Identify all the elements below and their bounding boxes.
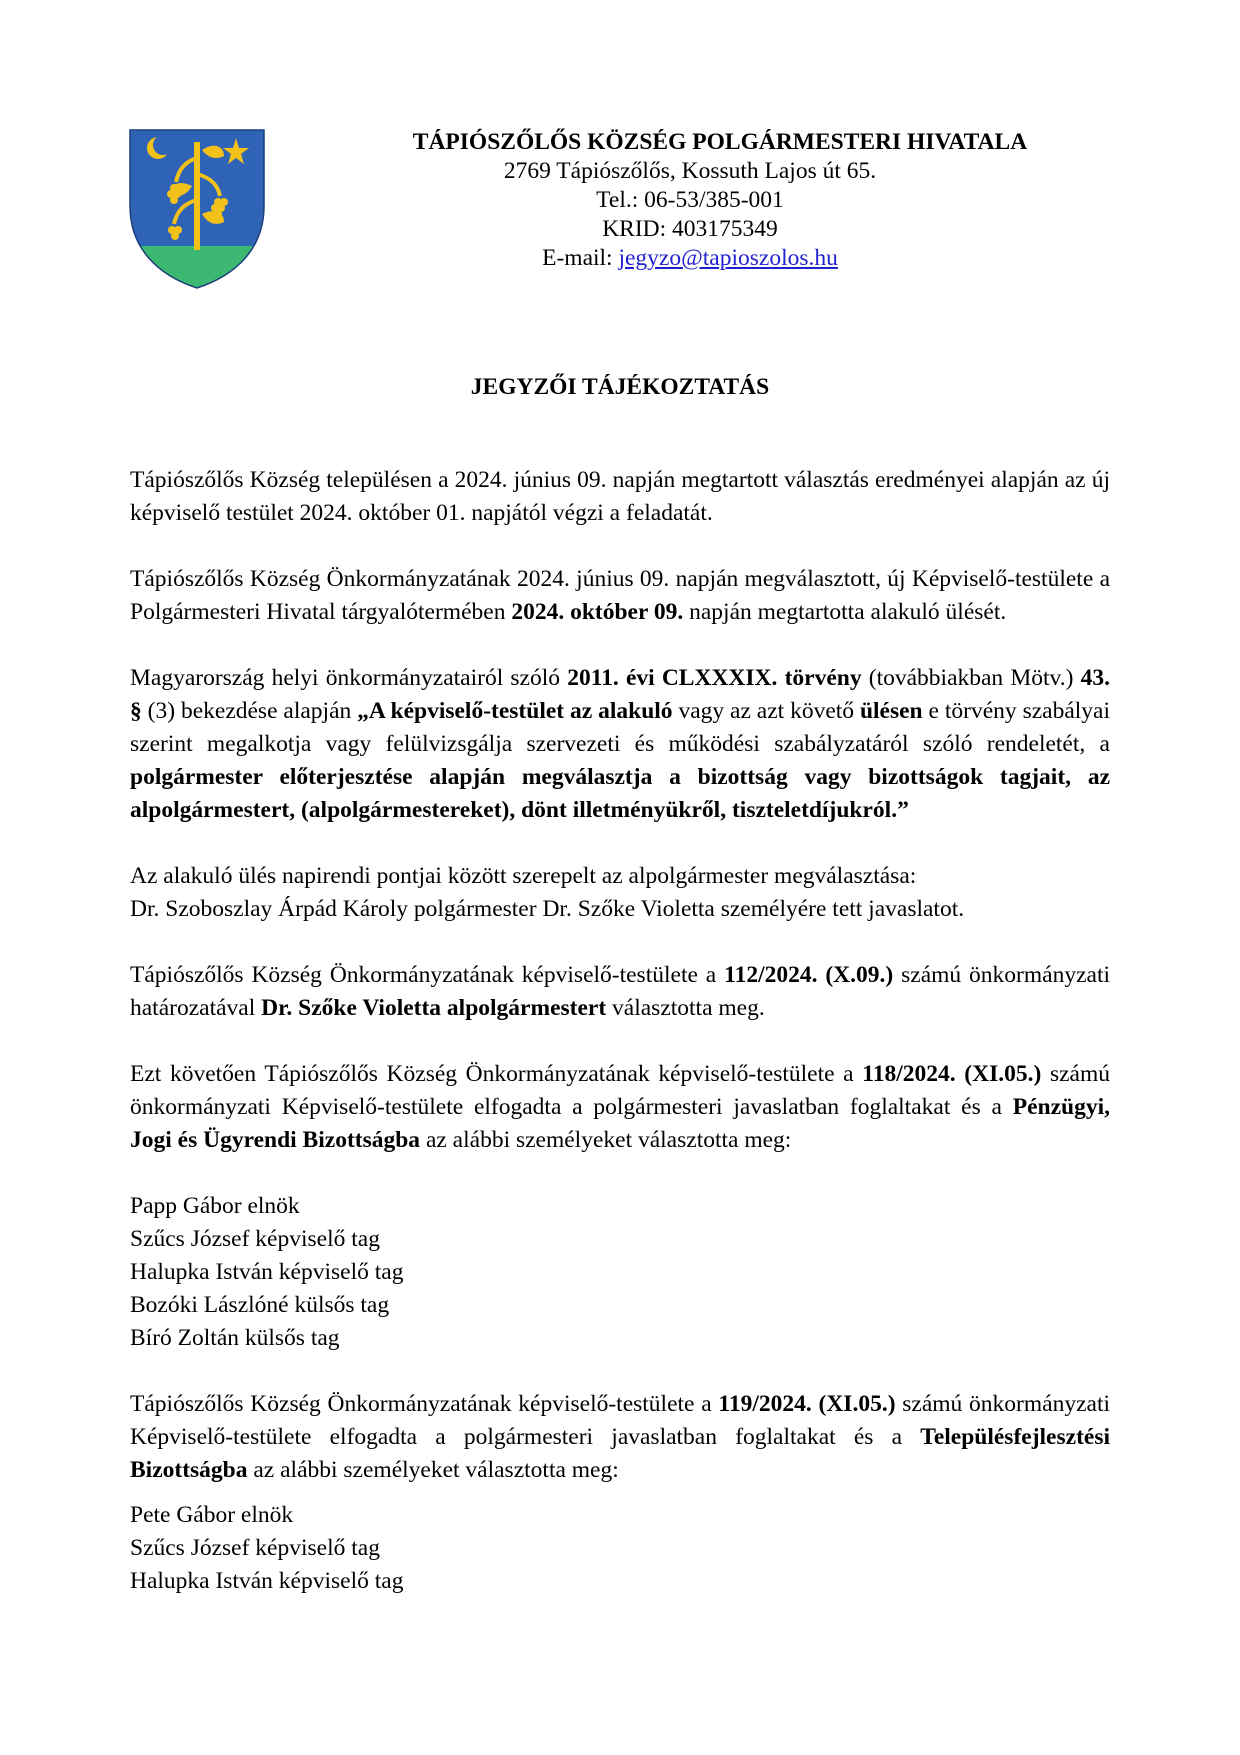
text-span: Tápiószőlős Község Önkormányzatának képviselő-testülete a [130, 962, 725, 988]
address: 2769 Tápiószőlős, Kossuth Lajos út 65. [503, 158, 877, 184]
paragraph-agenda [130, 860, 1110, 926]
list-item: Bozóki Lászlóné külsős tag [130, 1292, 390, 1318]
text-span: választotta meg. [606, 995, 765, 1021]
letterhead [300, 128, 1080, 273]
email-line [300, 244, 1080, 273]
bold-name: Dr. Szőke Violetta alpolgármestert [261, 995, 607, 1021]
bold-resolution: 119/2024. (XI.05.) [718, 1391, 896, 1417]
text-span: (3) bekezdése alapján [141, 698, 358, 724]
bold-quote: „A képviselő-testület az alakuló [357, 698, 673, 724]
document-title: JEGYZŐI TÁJÉKOZTATÁS [470, 374, 770, 400]
krid: KRID: 403175349 [602, 216, 778, 242]
text-span: Ezt követően Tápiószőlős Község Önkormányzatának képviselő-testülete a [130, 1061, 863, 1087]
bold-quote: ülésen [859, 698, 923, 724]
text-span: napján megtartotta alakuló ülését. [683, 599, 1007, 625]
text-span: Tápiószőlős Község Önkormányzatának képviselő-testülete a [130, 1391, 719, 1417]
bold-committee: Pénzügyi, Jogi és Ügyrendi Bizottságba [130, 1094, 1110, 1153]
paragraph-deputy-mayor [130, 959, 1110, 1025]
text-span: az alábbi személyeket választotta meg: [247, 1457, 619, 1483]
bold-law: 2011. évi CLXXXIX. törvény [567, 665, 862, 691]
paragraph-finance-committee [130, 1058, 1110, 1157]
coat-of-arms-icon [128, 128, 266, 290]
list-item: Szűcs József képviselő tag [130, 1535, 380, 1561]
bold-quote: polgármester előterjesztése alapján megválasztja a bizottság vagy bizottságok tagjait, az alpolgármestert, (alpolgármestereket), dönt illetményükről, tiszteletdíjukról.” [130, 764, 1110, 823]
text-span: számú önkormányzati Képviselő-testülete elfogadta a polgármesteri javaslatban foglaltakat és a [130, 1391, 1111, 1450]
agenda-line: Az alakuló ülés napirendi pontjai között szerepelt az alpolgármester megválasztása: [130, 863, 917, 889]
list-item: Pete Gábor elnök [130, 1502, 294, 1528]
paragraph-development-committee [130, 1388, 1110, 1487]
list-item: Halupka István képviselő tag [130, 1568, 404, 1594]
organization-name: TÁPIÓSZŐLŐS KÖZSÉG POLGÁRMESTERI HIVATALA [412, 129, 1028, 155]
paragraph-inaugural-session [130, 563, 1110, 629]
phone: Tel.: 06-53/385-001 [596, 187, 784, 213]
text-span: számú önkormányzati határozatával [130, 962, 1110, 1021]
text-span: vagy az azt követő [672, 698, 860, 724]
list-item: Szűcs József képviselő tag [130, 1226, 380, 1252]
paragraph-election-result: Tápiószőlős Község településen a 2024. június 09. napján megtartott választás eredményei alapján az új képviselő testület 2024. október 01. napjától végzi a feladatát. [130, 467, 1110, 526]
list-item: Papp Gábor elnök [130, 1193, 300, 1219]
bold-committee: Településfejlesztési Bizottságba [130, 1424, 1110, 1483]
text-span: Tápiószőlős Község Önkormányzatának 2024. június 09. napján megválasztott, új Képviselő-testülete a Polgármesteri Hivatal tárgyalótermében [130, 566, 1110, 625]
bold-date: 2024. október 09. [511, 599, 684, 625]
list-item: Bíró Zoltán külsős tag [130, 1325, 340, 1351]
bold-resolution: 112/2024. (X.09.) [724, 962, 894, 988]
document-body [130, 464, 1110, 1598]
bold-section: 43. § [130, 665, 1111, 724]
list-item: Halupka István képviselő tag [130, 1259, 404, 1285]
text-span: az alábbi személyeket választotta meg: [420, 1127, 792, 1153]
text-span: (továbbiakban Mötv.) [861, 665, 1081, 691]
finance-committee-members [130, 1190, 1110, 1355]
agenda-line: Dr. Szoboszlay Árpád Károly polgármester Dr. Szőke Violetta személyére tett javaslatot. [130, 896, 965, 922]
text-span: számú önkormányzati Képviselő-testülete elfogadta a polgármesteri javaslatban foglaltakat és a [130, 1061, 1111, 1120]
email-link[interactable]: jegyzo@tapioszolos.hu [618, 245, 838, 271]
text-span: e törvény szabályai szerint megalkotja vagy felülvizsgálja szervezeti és működési szabályzatáról szóló rendeletét, a [130, 698, 1110, 757]
development-committee-members [130, 1499, 1110, 1598]
paragraph-legal-basis [130, 662, 1110, 827]
bold-resolution: 118/2024. (XI.05.) [862, 1061, 1042, 1087]
email-label: E-mail: [542, 245, 619, 271]
text-span: Magyarország helyi önkormányzatairól szóló [130, 665, 568, 691]
